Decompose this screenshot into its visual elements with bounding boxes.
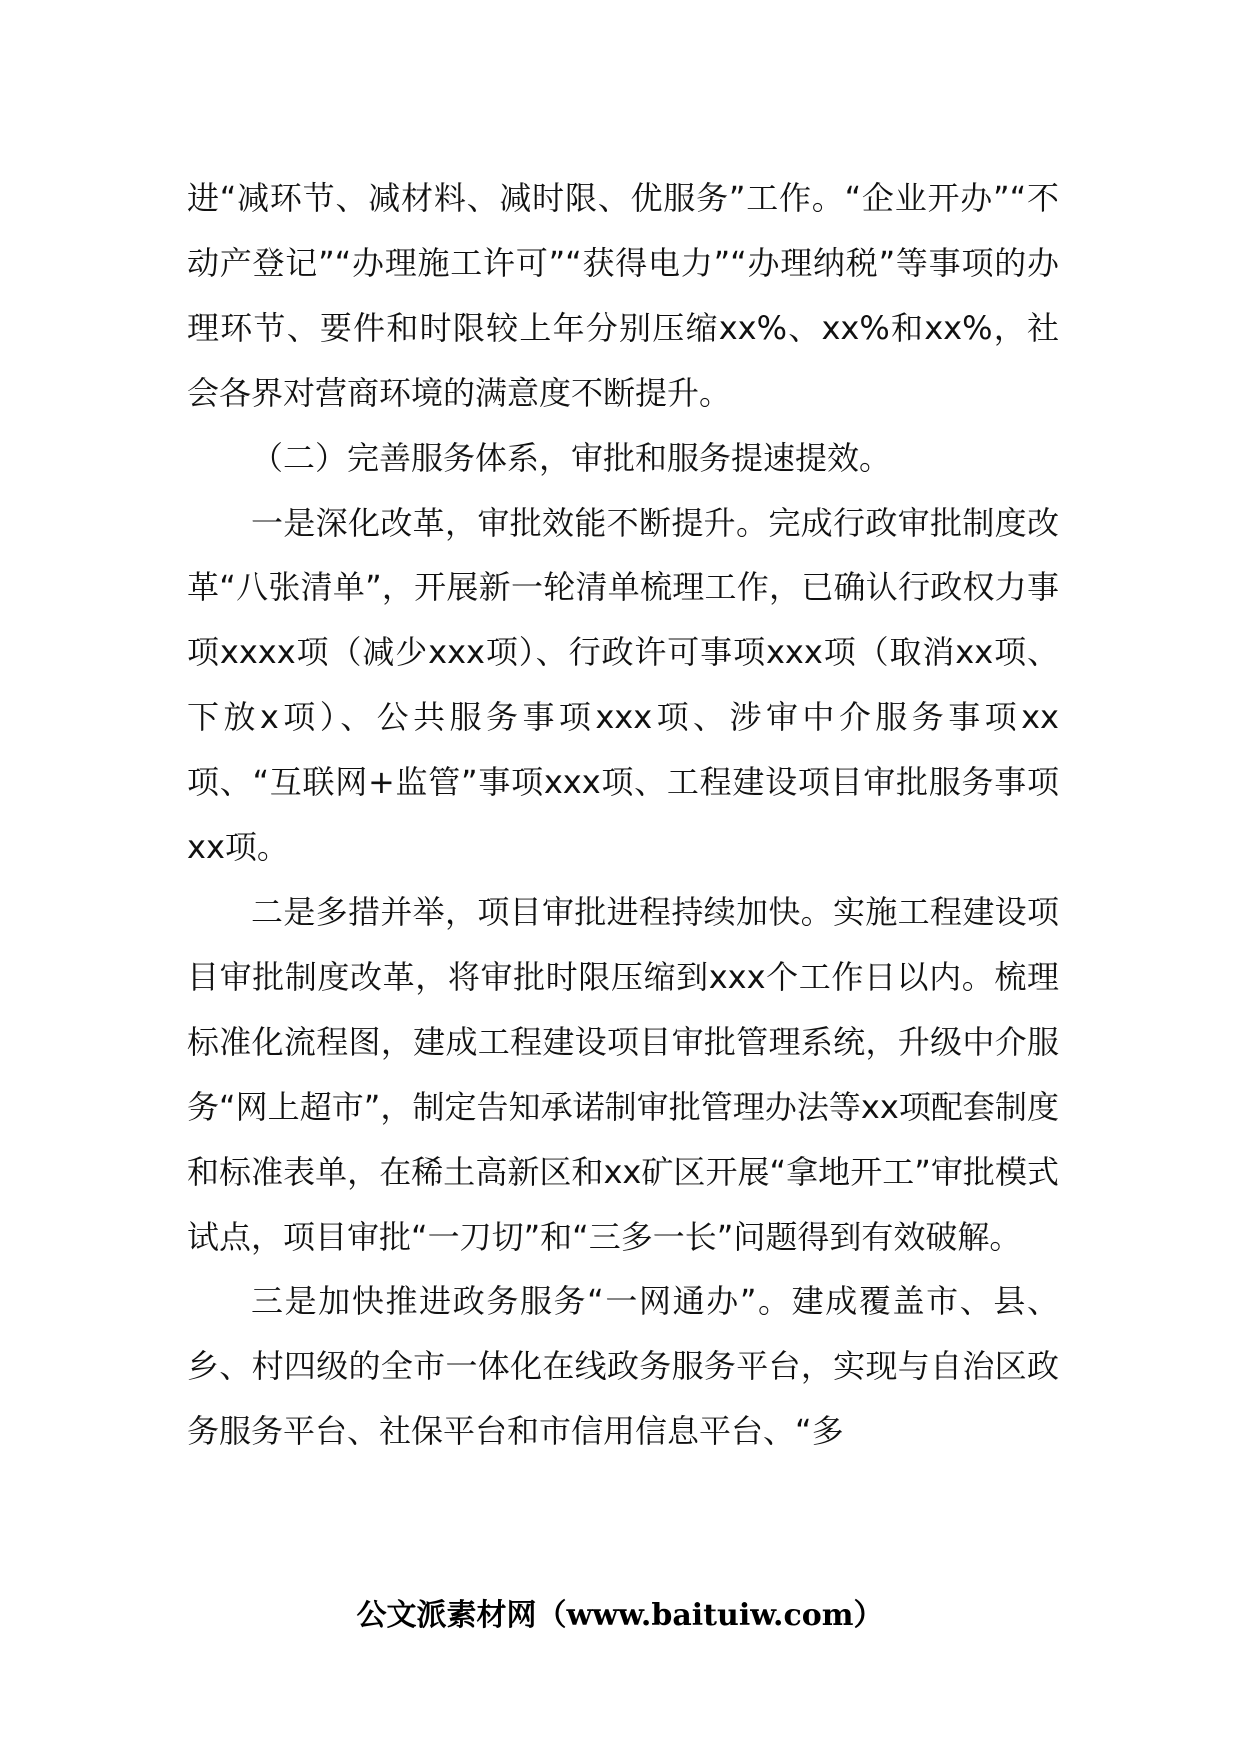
paragraph-reform: 一是深化改革，审批效能不断提升。完成行政审批制度改革“八张清单”，开展新一轮清单梳理工作，已确认行政权力事项xxxx项（减少xxx项）、行政许可事项xxx项（取消xx项、下放x项）、公共服务事项xxx项、涉审中介服务事项xx项、“互联网+监管”事项xxx项、工程建设项目审批服务事项xx项。 xyxy=(187,503,1059,867)
section-heading: （二）完善服务体系，审批和服务提速提效。 xyxy=(251,438,892,477)
footer-watermark: 公文派素材网（www.baituiw.com） xyxy=(356,1598,884,1633)
document-body xyxy=(187,166,1059,1464)
paragraph-continuation: 进“减环节、减材料、减时限、优服务”工作。“企业开办”“不动产登记”“办理施工许可”“获得电力”“办理纳税”等事项的办理环节、要件和时限较上年分别压缩xx%、xx%和xx%，社会各界对营商环境的满意度不断提升。 xyxy=(187,179,1059,412)
paragraph-project-approval: 二是多措并举，项目审批进程持续加快。实施工程建设项目审批制度改革，将审批时限压缩到xxx个工作日以内。梳理标准化流程图，建成工程建设项目审批管理系统，升级中介服务“网上超市”，制定告知承诺制审批管理办法等xx项配套制度和标准表单，在稀土高新区和xx矿区开展“拿地开工”审批模式试点，项目审批“一刀切”和“三多一长”问题得到有效破解。 xyxy=(187,892,1059,1256)
paragraph-online-service: 三是加快推进政务服务“一网通办”。建成覆盖市、县、乡、村四级的全市一体化在线政务服务平台，实现与自治区政务服务平台、社保平台和市信用信息平台、“多 xyxy=(187,1282,1059,1451)
